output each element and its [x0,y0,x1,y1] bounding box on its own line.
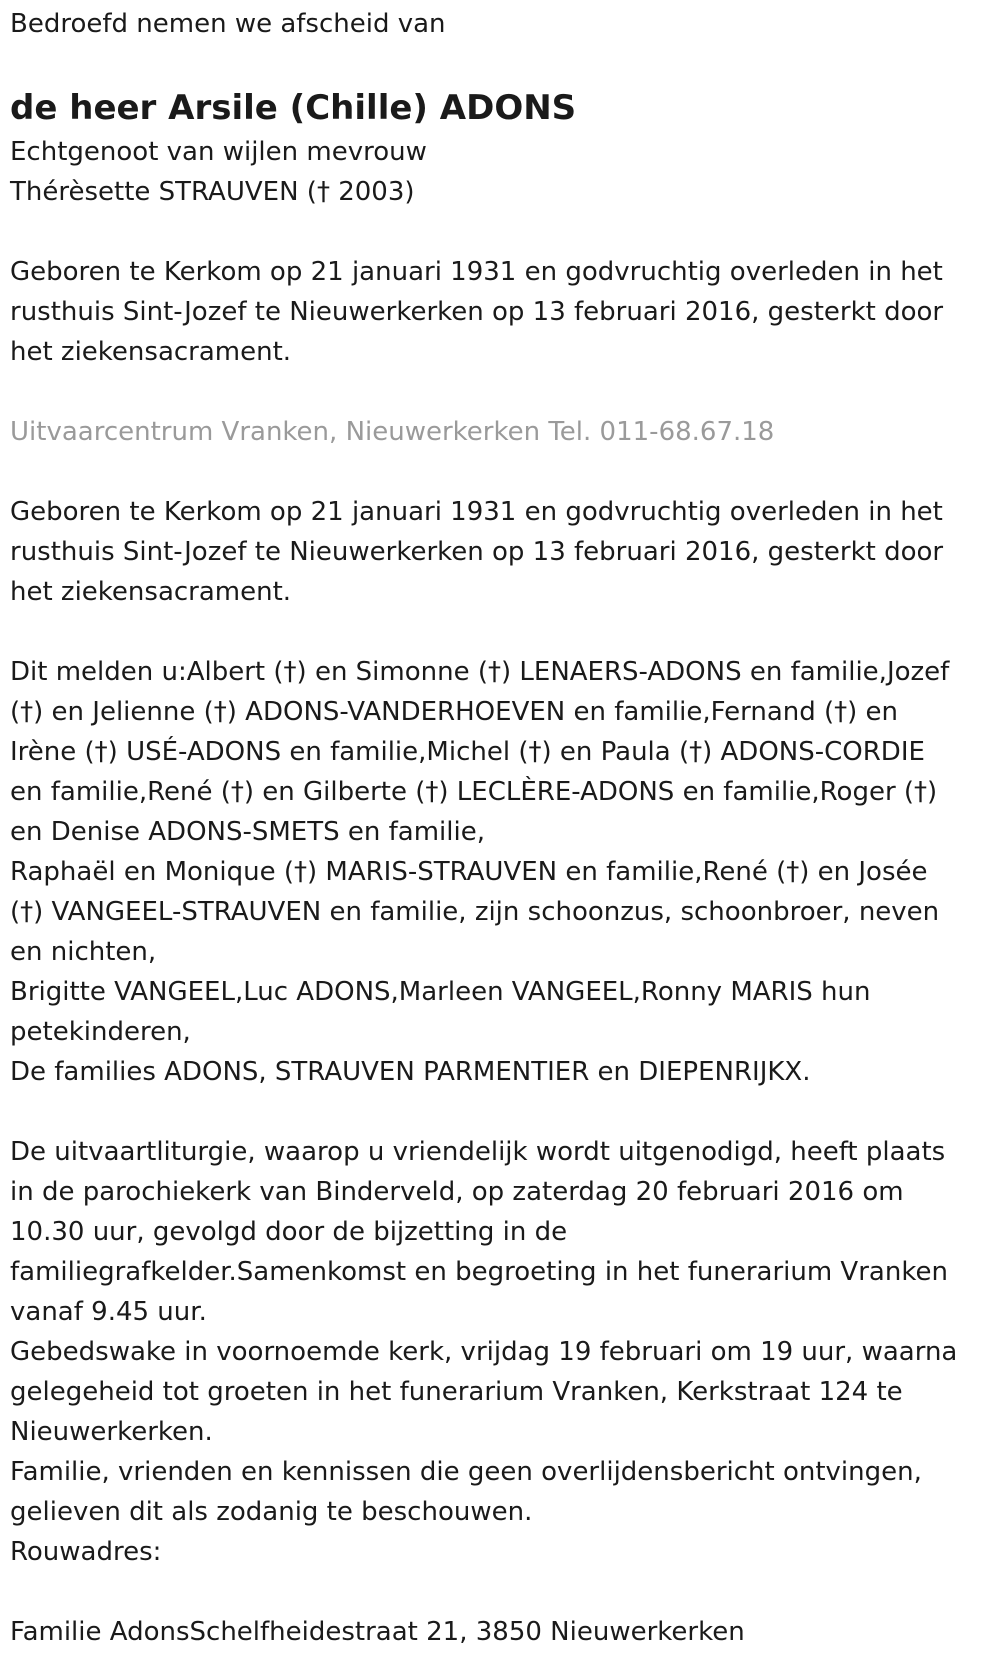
family-line: en nichten, [10,937,157,967]
mourning-address: Familie AdonsSchelfheidestraat 21, 3850 Nieuwerkerken [10,1617,745,1647]
ceremony-line: gelegeheid tot groeten in het funerarium Vranken, Kerkstraat 124 te [10,1377,903,1407]
intro-text: Bedroefd nemen we afscheid van [10,9,446,39]
family-line: Raphaël en Monique (†) MARIS-STRAUVEN en familie,René (†) en Josée [10,857,928,887]
deceased-name: de heer Arsile (Chille) ADONS [10,88,577,128]
family-line: (†) en Jelienne (†) ADONS-VANDERHOEVEN en familie,Fernand (†) en [10,697,899,727]
family-paragraph [10,652,990,1092]
birth-line: rusthuis Sint-Jozef te Nieuwerkerken op 13 februari 2016, gesterkt door [10,537,944,567]
ceremony-line: Familie, vrienden en kennissen die geen overlijdensbericht ontvingen, [10,1457,922,1487]
ceremony-line: gelieven dit als zodanig te beschouwen. [10,1497,533,1527]
ceremony-line: Nieuwerkerken. [10,1417,213,1447]
family-line: petekinderen, [10,1017,191,1047]
birth-line: het ziekensacrament. [10,577,292,607]
birth-paragraph-1 [10,252,990,372]
ceremony-line: vanaf 9.45 uur. [10,1297,207,1327]
family-line: Dit melden u:Albert (†) en Simonne (†) LENAERS-ADONS en familie,Jozef [10,657,950,687]
spouse-block [10,132,990,212]
family-line: en familie,René (†) en Gilberte (†) LECLÈRE-ADONS en familie,Roger (†) [10,777,938,807]
family-line: De families ADONS, STRAUVEN PARMENTIER en DIEPENRIJKX. [10,1057,811,1087]
spouse-line: Thérèsette STRAUVEN († 2003) [10,177,415,207]
funeral-home-contact: Uitvaarcentrum Vranken, Nieuwerkerken Tel. 011-68.67.18 [10,417,775,447]
family-line: (†) VANGEEL-STRAUVEN en familie, zijn schoonzus, schoonbroer, neven [10,897,940,927]
birth-line: rusthuis Sint-Jozef te Nieuwerkerken op 13 februari 2016, gesterkt door [10,297,944,327]
ceremony-line: Gebedswake in voornoemde kerk, vrijdag 19 februari om 19 uur, waarna [10,1337,958,1367]
ceremony-line: familiegrafkelder.Samenkomst en begroeting in het funerarium Vranken [10,1257,948,1287]
birth-line: het ziekensacrament. [10,337,292,367]
ceremony-line: in de parochiekerk van Binderveld, op zaterdag 20 februari 2016 om [10,1177,904,1207]
family-line: Brigitte VANGEEL,Luc ADONS,Marleen VANGEEL,Ronny MARIS hun [10,977,871,1007]
birth-line: Geboren te Kerkom op 21 januari 1931 en godvruchtig overleden in het [10,257,943,287]
ceremony-line: Rouwadres: [10,1537,162,1567]
ceremony-line: De uitvaartliturgie, waarop u vriendelijk wordt uitgenodigd, heeft plaats [10,1137,946,1167]
birth-paragraph-2 [10,492,990,612]
spouse-line: Echtgenoot van wijlen mevrouw [10,137,427,167]
family-line: Irène (†) USÉ-ADONS en familie,Michel (†) en Paula (†) ADONS-CORDIE [10,737,925,767]
ceremony-paragraph [10,1132,990,1572]
family-line: en Denise ADONS-SMETS en familie, [10,817,485,847]
ceremony-line: 10.30 uur, gevolgd door de bijzetting in de [10,1217,568,1247]
birth-line: Geboren te Kerkom op 21 januari 1931 en godvruchtig overleden in het [10,497,943,527]
